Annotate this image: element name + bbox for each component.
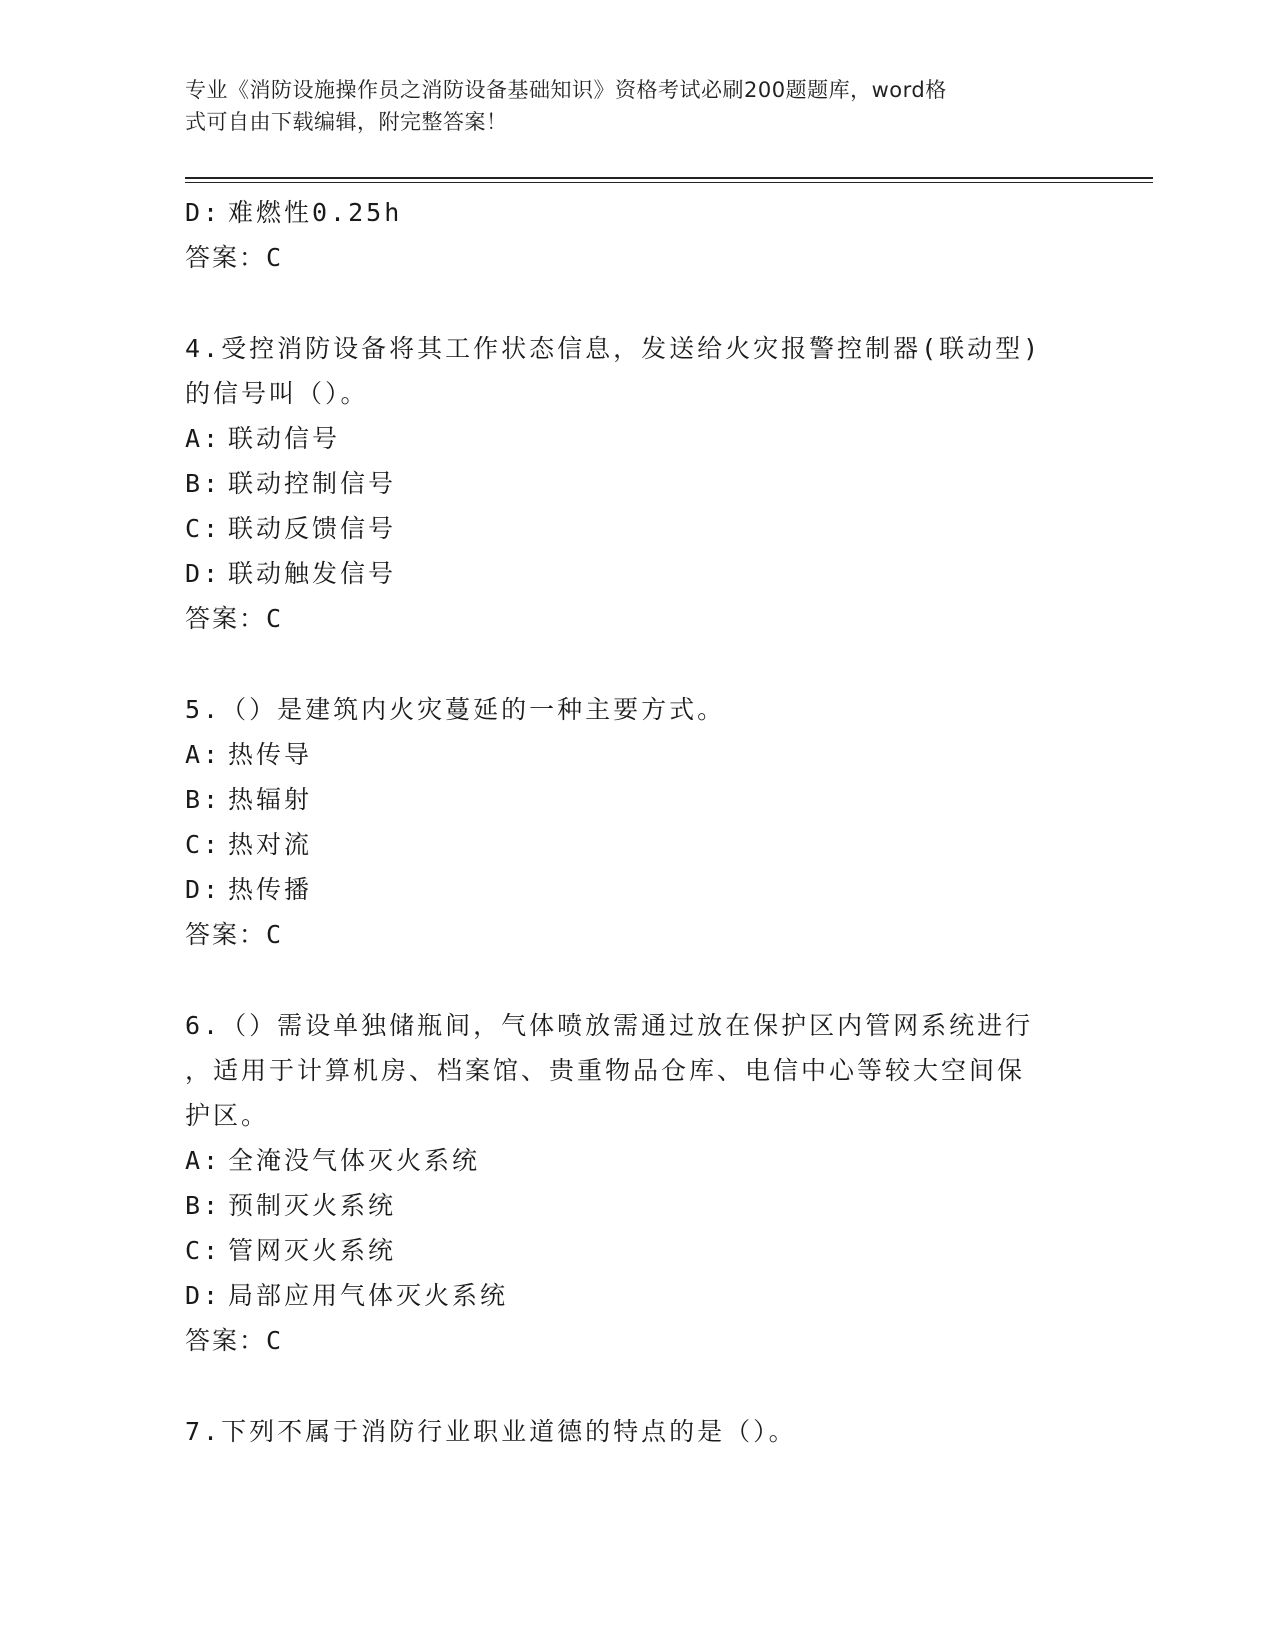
document-header bbox=[185, 74, 1065, 138]
question-stem-line: ，适用于计算机房、档案馆、贵重物品仓库、电信中心等较大空间保 bbox=[185, 1056, 1026, 1085]
option-line bbox=[185, 1228, 1065, 1273]
header-rule-thin bbox=[185, 182, 1153, 183]
option-prefix: B: bbox=[185, 469, 222, 498]
option-text: 联动反馈信号 bbox=[228, 514, 397, 543]
question-stem bbox=[185, 687, 1065, 732]
option-prefix: A: bbox=[185, 740, 222, 769]
question-stem-line: 护区。 bbox=[185, 1101, 270, 1130]
question-stem-line: 的信号叫（）。 bbox=[185, 379, 369, 408]
option-line bbox=[185, 732, 1065, 777]
question-stem-line: 5.（）是建筑内火灾蔓延的一种主要方式。 bbox=[185, 695, 726, 724]
option-prefix: D: bbox=[185, 875, 222, 904]
option-text: 热对流 bbox=[228, 830, 313, 859]
answer-value: C bbox=[266, 243, 284, 272]
answer-label: 答案： bbox=[185, 920, 267, 949]
answer-label: 答案： bbox=[185, 1326, 267, 1355]
question-block bbox=[185, 190, 1065, 280]
question-stem bbox=[185, 1003, 1065, 1138]
answer-label: 答案： bbox=[185, 604, 267, 633]
option-text: 热传导 bbox=[228, 740, 313, 769]
option-prefix: A: bbox=[185, 1146, 222, 1175]
option-text: 热辐射 bbox=[228, 785, 313, 814]
question-stem bbox=[185, 1409, 1065, 1454]
option-prefix: C: bbox=[185, 514, 222, 543]
option-text: 热传播 bbox=[228, 875, 313, 904]
question-stem bbox=[185, 326, 1065, 416]
option-line bbox=[185, 416, 1065, 461]
option-line bbox=[185, 551, 1065, 596]
answer-value: C bbox=[266, 1326, 284, 1355]
option-prefix: B: bbox=[185, 785, 222, 814]
header-rule-thick bbox=[185, 177, 1153, 179]
answer-line bbox=[185, 596, 1065, 641]
option-line bbox=[185, 822, 1065, 867]
option-prefix: D: bbox=[185, 1281, 222, 1310]
option-text: 管网灭火系统 bbox=[228, 1236, 397, 1265]
option-prefix: D: bbox=[185, 198, 222, 227]
question-stem-line: 4.受控消防设备将其工作状态信息，发送给火灾报警控制器(联动型) bbox=[185, 334, 1042, 363]
option-text: 联动触发信号 bbox=[228, 559, 397, 588]
answer-label: 答案： bbox=[185, 243, 267, 272]
question-block bbox=[185, 1409, 1065, 1454]
question-list bbox=[185, 190, 1065, 1454]
option-prefix: B: bbox=[185, 1191, 222, 1220]
option-text: 全淹没气体灭火系统 bbox=[228, 1146, 481, 1175]
option-text: 联动控制信号 bbox=[228, 469, 397, 498]
option-text: 联动信号 bbox=[228, 424, 341, 453]
option-line bbox=[185, 506, 1065, 551]
option-text: 预制灭火系统 bbox=[228, 1191, 397, 1220]
answer-line bbox=[185, 912, 1065, 957]
option-line bbox=[185, 461, 1065, 506]
header-line-1: 专业《消防设施操作员之消防设备基础知识》资格考试必刷200题题库，word格 bbox=[185, 78, 947, 102]
answer-line bbox=[185, 1318, 1065, 1363]
question-stem-line: 7.下列不属于消防行业职业道德的特点的是（）。 bbox=[185, 1417, 797, 1446]
answer-value: C bbox=[266, 604, 284, 633]
option-text: 局部应用气体灭火系统 bbox=[228, 1281, 509, 1310]
question-stem-line: 6.（）需设单独储瓶间，气体喷放需通过放在保护区内管网系统进行 bbox=[185, 1011, 1034, 1040]
option-prefix: D: bbox=[185, 559, 222, 588]
answer-line bbox=[185, 235, 1065, 280]
option-prefix: C: bbox=[185, 1236, 222, 1265]
option-prefix: A: bbox=[185, 424, 222, 453]
option-line bbox=[185, 1138, 1065, 1183]
option-line bbox=[185, 1183, 1065, 1228]
question-block bbox=[185, 1003, 1065, 1363]
option-line bbox=[185, 777, 1065, 822]
option-line bbox=[185, 867, 1065, 912]
option-line bbox=[185, 190, 1065, 235]
question-block bbox=[185, 687, 1065, 957]
option-prefix: C: bbox=[185, 830, 222, 859]
option-line bbox=[185, 1273, 1065, 1318]
question-block bbox=[185, 326, 1065, 641]
answer-value: C bbox=[266, 920, 284, 949]
header-line-2: 式可自由下载编辑，附完整答案！ bbox=[185, 110, 508, 134]
option-text: 难燃性0.25h bbox=[228, 198, 403, 227]
